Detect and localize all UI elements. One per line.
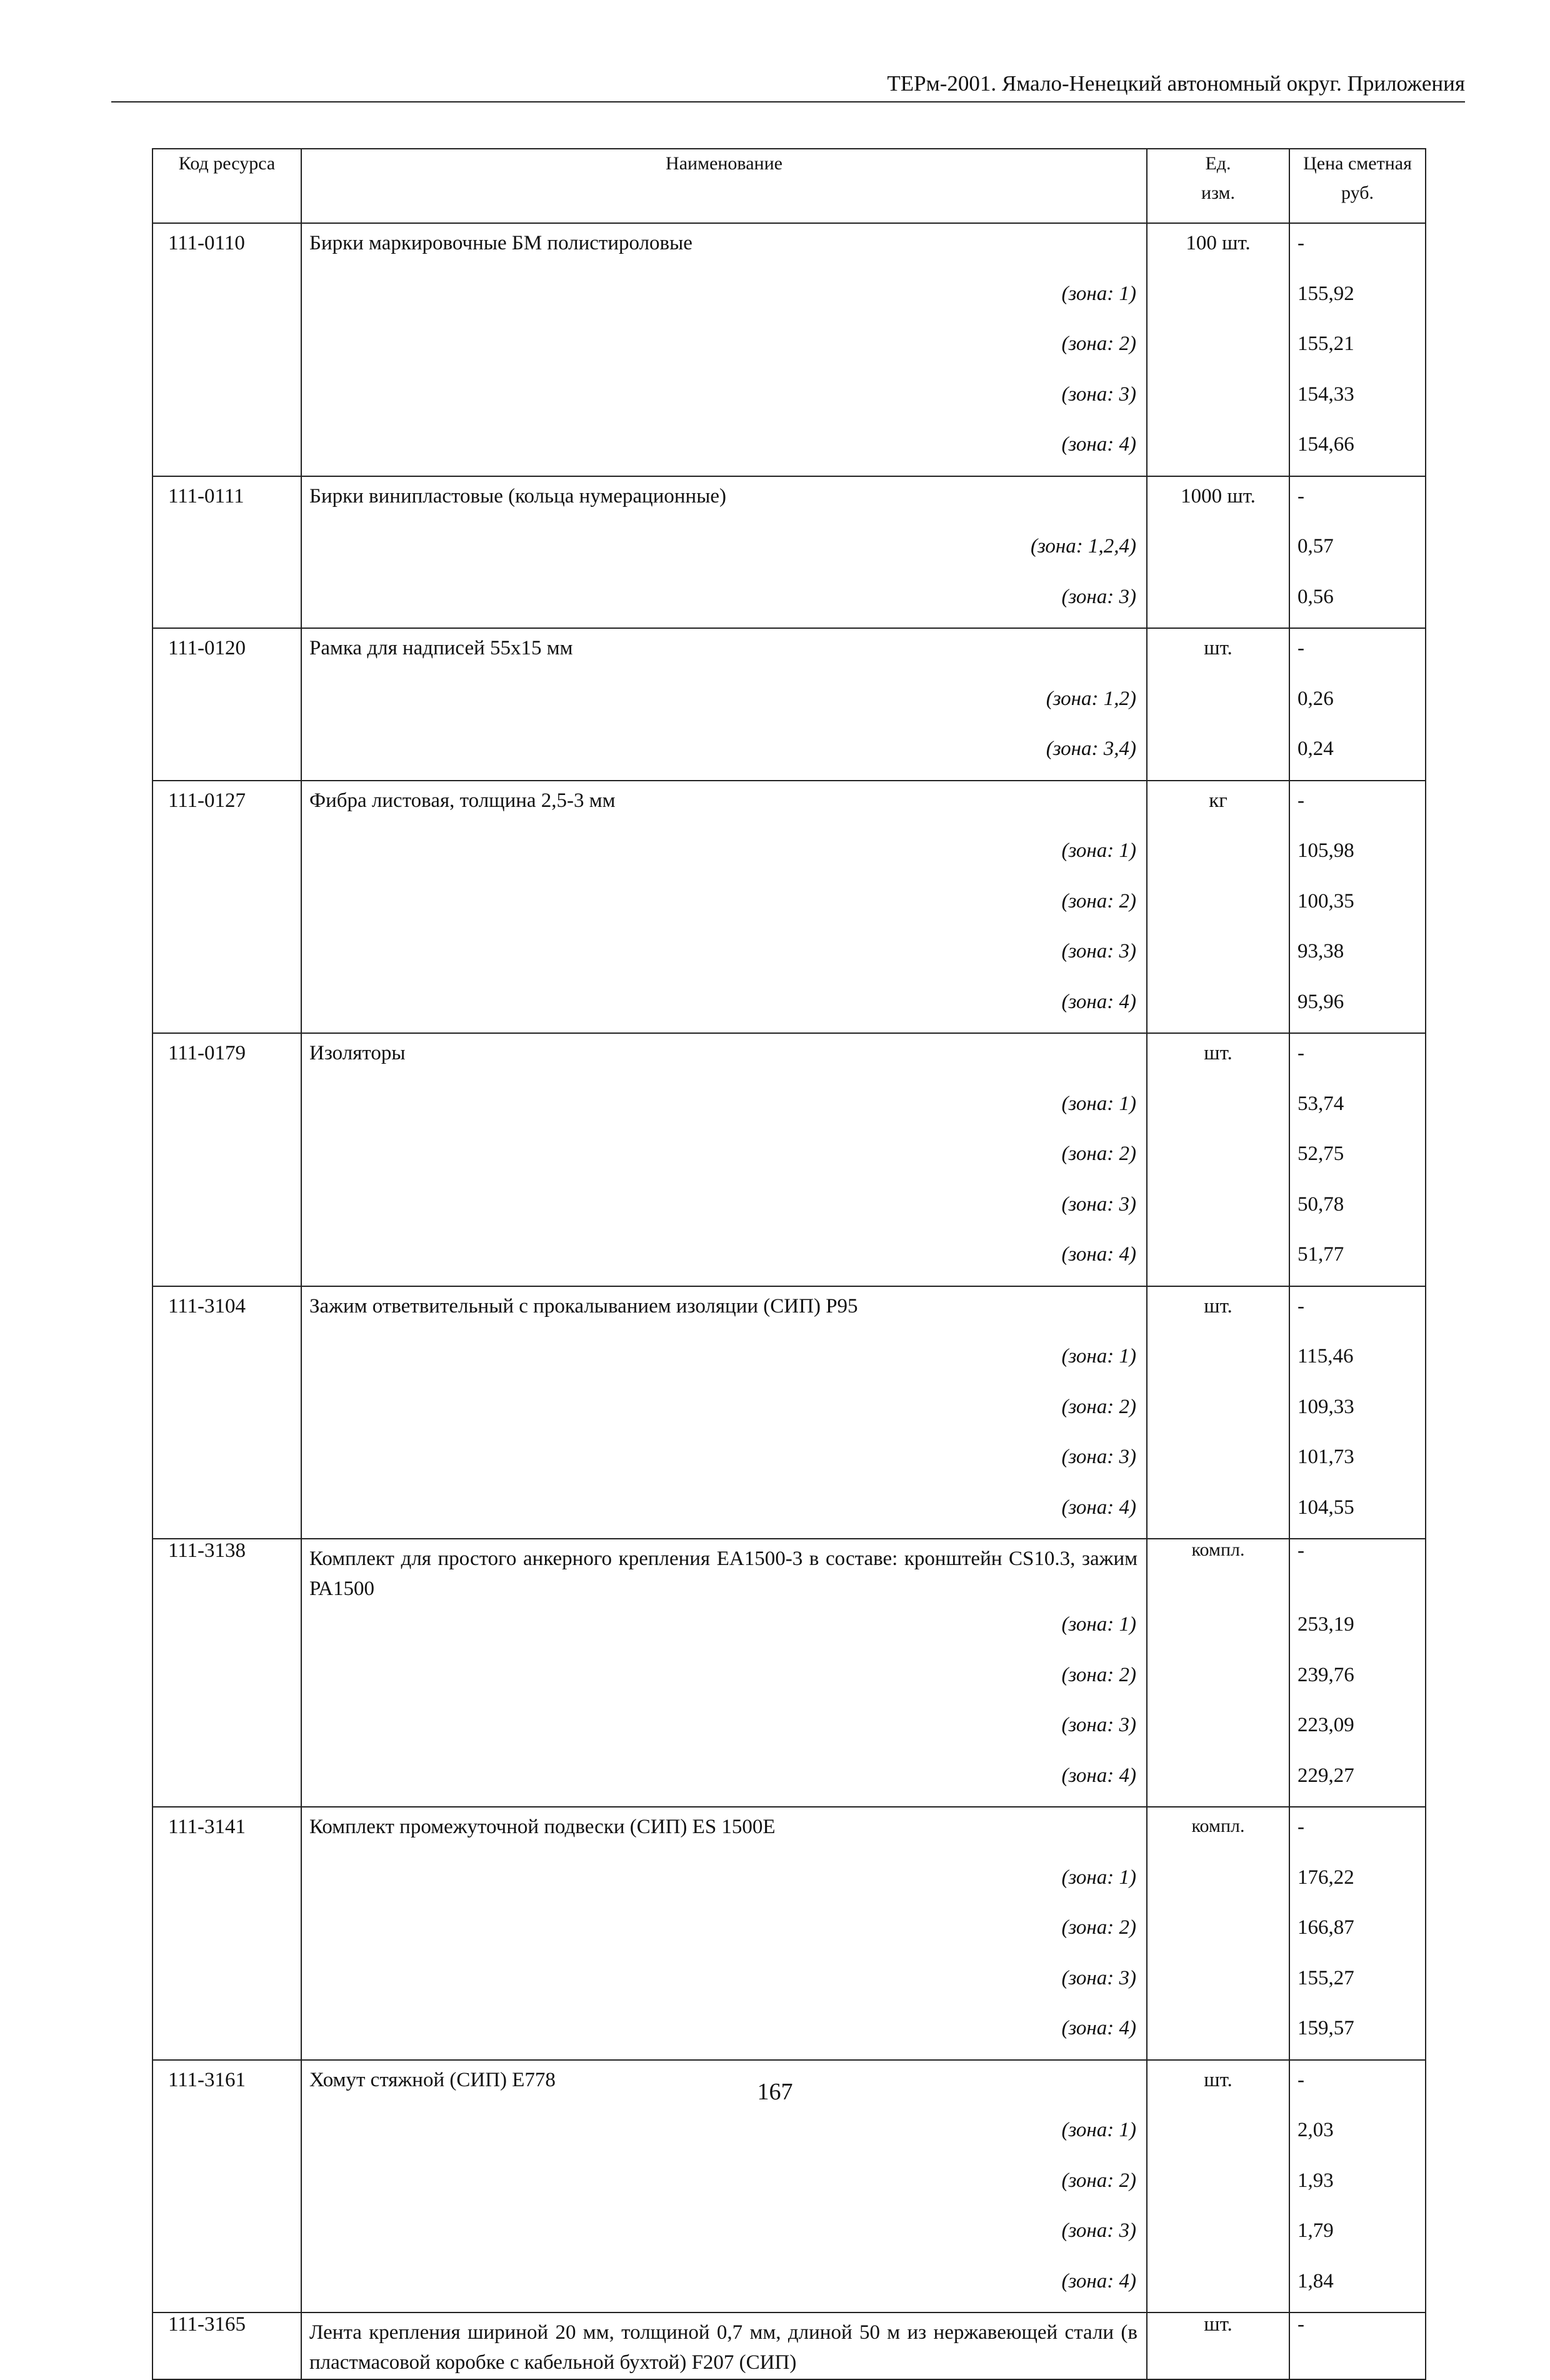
zone-label: (зона: 4) — [301, 2009, 1147, 2060]
table-row — [152, 1807, 1426, 1858]
zone-unit-cell — [1147, 527, 1289, 578]
zone-unit-cell — [1147, 1858, 1289, 1909]
column-header-price — [1289, 149, 1426, 223]
resource-unit: шт. — [1147, 628, 1289, 679]
zone-code-cell — [152, 1959, 301, 2009]
zone-code-cell — [152, 1756, 301, 1808]
zone-row — [152, 1656, 1426, 1706]
zone-price: 155,21 — [1289, 324, 1426, 375]
zone-unit-cell — [1147, 1337, 1289, 1388]
zone-price: 166,87 — [1289, 1908, 1426, 1959]
page-number: 167 — [757, 2079, 793, 2105]
zone-price: 155,27 — [1289, 1959, 1426, 2009]
zone-price: 253,19 — [1289, 1605, 1426, 1656]
zone-code-cell — [152, 1134, 301, 1185]
zone-code-cell — [152, 1656, 301, 1706]
resource-name: Бирки маркировочные БМ полистироловые — [301, 223, 1147, 274]
zone-price: 239,76 — [1289, 1656, 1426, 1706]
resource-name: Комплект промежуточной подвески (СИП) ES 1500E — [301, 1807, 1147, 1858]
zone-code-cell — [152, 324, 301, 375]
resource-name: Зажим ответвительный с прокалыванием изоляции (СИП) Р95 — [301, 1286, 1147, 1338]
zone-row — [152, 1235, 1426, 1286]
zone-row — [152, 1756, 1426, 1808]
zone-price: 0,26 — [1289, 679, 1426, 730]
zone-unit-cell — [1147, 1438, 1289, 1488]
zone-price: 155,92 — [1289, 274, 1426, 325]
zone-row — [152, 324, 1426, 375]
zone-unit-cell — [1147, 2111, 1289, 2161]
table-header — [152, 149, 1426, 223]
zone-row — [152, 1185, 1426, 1236]
zone-price: 229,27 — [1289, 1756, 1426, 1808]
zone-row — [152, 1337, 1426, 1388]
column-header-unit — [1147, 149, 1289, 223]
resource-unit: шт. — [1147, 1033, 1289, 1084]
resource-price: - — [1289, 1286, 1426, 1338]
zone-label: (зона: 3) — [301, 578, 1147, 629]
zone-label: (зона: 3) — [301, 1959, 1147, 2009]
zone-price: 2,03 — [1289, 2111, 1426, 2161]
zone-label: (зона: 1) — [301, 831, 1147, 882]
header-title: ТЕРм-2001. Ямало-Ненецкий автономный округ. Приложения — [887, 71, 1465, 96]
zone-row — [152, 1084, 1426, 1135]
zone-unit-cell — [1147, 2161, 1289, 2212]
zone-label: (зона: 3) — [301, 375, 1147, 426]
zone-price: 50,78 — [1289, 1185, 1426, 1236]
resource-unit: шт. — [1147, 1286, 1289, 1338]
zone-price: 104,55 — [1289, 1488, 1426, 1539]
zone-row — [152, 882, 1426, 932]
zone-unit-cell — [1147, 1959, 1289, 2009]
zone-price: 52,75 — [1289, 1134, 1426, 1185]
zone-code-cell — [152, 2211, 301, 2262]
resource-price: - — [1289, 2060, 1426, 2111]
zone-price: 1,79 — [1289, 2211, 1426, 2262]
zone-price: 100,35 — [1289, 882, 1426, 932]
zone-label: (зона: 2) — [301, 324, 1147, 375]
table-row — [152, 476, 1426, 528]
zone-row — [152, 274, 1426, 325]
zone-label: (зона: 4) — [301, 982, 1147, 1034]
zone-code-cell — [152, 527, 301, 578]
zone-row — [152, 831, 1426, 882]
zone-code-cell — [152, 1488, 301, 1539]
zone-unit-cell — [1147, 982, 1289, 1034]
table-body — [152, 223, 1426, 2379]
resource-price: - — [1289, 781, 1426, 832]
resource-unit: компл. — [1147, 1807, 1289, 1858]
resource-unit: шт. — [1147, 2312, 1289, 2379]
zone-label: (зона: 1) — [301, 274, 1147, 325]
resource-code: 111-3138 — [152, 1539, 301, 1605]
zone-row — [152, 1706, 1426, 1756]
zone-code-cell — [152, 1388, 301, 1438]
zone-row — [152, 1438, 1426, 1488]
zone-unit-cell — [1147, 679, 1289, 730]
page-header — [111, 62, 1465, 102]
zone-row — [152, 2262, 1426, 2313]
zone-row — [152, 1908, 1426, 1959]
zone-unit-cell — [1147, 1388, 1289, 1438]
zone-label: (зона: 1) — [301, 2111, 1147, 2161]
zone-label: (зона: 2) — [301, 1388, 1147, 1438]
zone-unit-cell — [1147, 425, 1289, 476]
zone-code-cell — [152, 932, 301, 982]
zone-code-cell — [152, 831, 301, 882]
zone-label: (зона: 3) — [301, 1438, 1147, 1488]
zone-code-cell — [152, 1337, 301, 1388]
zone-label: (зона: 2) — [301, 1134, 1147, 1185]
zone-label: (зона: 3) — [301, 2211, 1147, 2262]
zone-code-cell — [152, 982, 301, 1034]
zone-row — [152, 578, 1426, 629]
column-header-unit-line1: Ед. — [1205, 153, 1231, 174]
zone-code-cell — [152, 1858, 301, 1909]
zone-price: 101,73 — [1289, 1438, 1426, 1488]
resource-price: - — [1289, 223, 1426, 274]
resource-name: Рамка для надписей 55х15 мм — [301, 628, 1147, 679]
zone-row — [152, 527, 1426, 578]
zone-price: 1,84 — [1289, 2262, 1426, 2313]
zone-label: (зона: 4) — [301, 2262, 1147, 2313]
zone-unit-cell — [1147, 1656, 1289, 1706]
zone-row — [152, 679, 1426, 730]
zone-code-cell — [152, 1185, 301, 1236]
zone-price: 93,38 — [1289, 932, 1426, 982]
zone-row — [152, 982, 1426, 1034]
zone-row — [152, 729, 1426, 781]
resource-price: - — [1289, 2312, 1426, 2379]
zone-code-cell — [152, 2009, 301, 2060]
zone-label: (зона: 4) — [301, 1756, 1147, 1808]
zone-label: (зона: 1) — [301, 1858, 1147, 1909]
zone-row — [152, 1134, 1426, 1185]
column-header-price-line1: Цена сметная — [1303, 153, 1412, 174]
resource-unit: 1000 шт. — [1147, 476, 1289, 528]
resource-code: 111-0110 — [152, 223, 301, 274]
zone-unit-cell — [1147, 831, 1289, 882]
zone-label: (зона: 1,2) — [301, 679, 1147, 730]
column-header-name: Наименование — [301, 149, 1147, 223]
zone-unit-cell — [1147, 932, 1289, 982]
zone-unit-cell — [1147, 2262, 1289, 2313]
resource-price: - — [1289, 1807, 1426, 1858]
resource-code: 111-3161 — [152, 2060, 301, 2111]
column-header-price-line2: руб. — [1341, 182, 1374, 203]
zone-price: 105,98 — [1289, 831, 1426, 882]
zone-code-cell — [152, 1438, 301, 1488]
price-table — [152, 148, 1426, 2380]
zone-price: 51,77 — [1289, 1235, 1426, 1286]
zone-price: 154,33 — [1289, 375, 1426, 426]
zone-code-cell — [152, 882, 301, 932]
zone-unit-cell — [1147, 1488, 1289, 1539]
zone-row — [152, 1959, 1426, 2009]
zone-code-cell — [152, 1084, 301, 1135]
zone-price: 154,66 — [1289, 425, 1426, 476]
zone-unit-cell — [1147, 1084, 1289, 1135]
column-header-code: Код ресурса — [152, 149, 301, 223]
zone-code-cell — [152, 425, 301, 476]
resource-code: 111-3165 — [152, 2312, 301, 2379]
zone-label: (зона: 2) — [301, 882, 1147, 932]
resource-code: 111-0127 — [152, 781, 301, 832]
zone-price: 159,57 — [1289, 2009, 1426, 2060]
zone-row — [152, 1605, 1426, 1656]
resource-name: Комплект для простого анкерного крепления ЕА1500-3 в составе: кронштейн CS10.3, зажим РА1500 — [301, 1539, 1147, 1605]
zone-unit-cell — [1147, 578, 1289, 629]
zone-label: (зона: 3) — [301, 932, 1147, 982]
zone-row — [152, 1488, 1426, 1539]
zone-unit-cell — [1147, 1235, 1289, 1286]
zone-label: (зона: 1,2,4) — [301, 527, 1147, 578]
zone-price: 115,46 — [1289, 1337, 1426, 1388]
table-row — [152, 1033, 1426, 1084]
resource-price: - — [1289, 1033, 1426, 1084]
zone-unit-cell — [1147, 1756, 1289, 1808]
zone-row — [152, 2161, 1426, 2212]
zone-code-cell — [152, 679, 301, 730]
zone-row — [152, 2111, 1426, 2161]
zone-unit-cell — [1147, 324, 1289, 375]
zone-label: (зона: 1) — [301, 1084, 1147, 1135]
zone-label: (зона: 1) — [301, 1337, 1147, 1388]
zone-row — [152, 932, 1426, 982]
zone-code-cell — [152, 2111, 301, 2161]
resource-name: Лента крепления шириной 20 мм, толщиной 0,7 мм, длиной 50 м из нержавеющей стали (в пластмасовой коробке с кабельной бухтой) F207 (СИП) — [301, 2312, 1147, 2379]
zone-price: 223,09 — [1289, 1706, 1426, 1756]
zone-unit-cell — [1147, 1134, 1289, 1185]
resource-name: Фибра листовая, толщина 2,5-3 мм — [301, 781, 1147, 832]
resource-name: Изоляторы — [301, 1033, 1147, 1084]
zone-price: 95,96 — [1289, 982, 1426, 1034]
zone-unit-cell — [1147, 2009, 1289, 2060]
zone-code-cell — [152, 578, 301, 629]
zone-unit-cell — [1147, 1185, 1289, 1236]
resource-price: - — [1289, 476, 1426, 528]
zone-code-cell — [152, 1605, 301, 1656]
resource-code: 111-0111 — [152, 476, 301, 528]
zone-code-cell — [152, 375, 301, 426]
zone-unit-cell — [1147, 1706, 1289, 1756]
zone-unit-cell — [1147, 1908, 1289, 1959]
zone-price: 0,24 — [1289, 729, 1426, 781]
resource-unit: шт. — [1147, 2060, 1289, 2111]
table-row — [152, 628, 1426, 679]
zone-unit-cell — [1147, 375, 1289, 426]
resource-unit: 100 шт. — [1147, 223, 1289, 274]
column-header-unit-line2: изм. — [1201, 182, 1235, 203]
zone-row — [152, 2211, 1426, 2262]
zone-code-cell — [152, 2262, 301, 2313]
zone-price: 53,74 — [1289, 1084, 1426, 1135]
zone-code-cell — [152, 1706, 301, 1756]
resource-code: 111-3104 — [152, 1286, 301, 1338]
zone-row — [152, 375, 1426, 426]
zone-label: (зона: 4) — [301, 1488, 1147, 1539]
zone-label: (зона: 4) — [301, 1235, 1147, 1286]
resource-code: 111-0179 — [152, 1033, 301, 1084]
table-row — [152, 781, 1426, 832]
zone-unit-cell — [1147, 2211, 1289, 2262]
zone-code-cell — [152, 1908, 301, 1959]
zone-label: (зона: 2) — [301, 1656, 1147, 1706]
zone-unit-cell — [1147, 274, 1289, 325]
resource-code: 111-0120 — [152, 628, 301, 679]
resource-price: - — [1289, 628, 1426, 679]
zone-label: (зона: 3) — [301, 1706, 1147, 1756]
table-row — [152, 223, 1426, 274]
resource-code: 111-3141 — [152, 1807, 301, 1858]
zone-label: (зона: 3,4) — [301, 729, 1147, 781]
zone-row — [152, 1858, 1426, 1909]
zone-unit-cell — [1147, 1605, 1289, 1656]
zone-row — [152, 2009, 1426, 2060]
zone-row — [152, 1388, 1426, 1438]
zone-label: (зона: 4) — [301, 425, 1147, 476]
resource-unit: компл. — [1147, 1539, 1289, 1605]
resource-price: - — [1289, 1539, 1426, 1605]
zone-code-cell — [152, 2161, 301, 2212]
zone-label: (зона: 3) — [301, 1185, 1147, 1236]
resource-unit: кг — [1147, 781, 1289, 832]
zone-label: (зона: 1) — [301, 1605, 1147, 1656]
zone-unit-cell — [1147, 882, 1289, 932]
zone-price: 1,93 — [1289, 2161, 1426, 2212]
zone-row — [152, 425, 1426, 476]
zone-label: (зона: 2) — [301, 1908, 1147, 1959]
table-row — [152, 1539, 1426, 1605]
table-row — [152, 2312, 1426, 2379]
zone-code-cell — [152, 274, 301, 325]
zone-price: 0,57 — [1289, 527, 1426, 578]
zone-price: 109,33 — [1289, 1388, 1426, 1438]
zone-unit-cell — [1147, 729, 1289, 781]
zone-code-cell — [152, 1235, 301, 1286]
resource-name: Бирки винипластовые (кольца нумерационные) — [301, 476, 1147, 528]
zone-label: (зона: 2) — [301, 2161, 1147, 2212]
zone-price: 176,22 — [1289, 1858, 1426, 1909]
resource-name: Хомут стяжной (СИП) Е778 — [301, 2060, 1147, 2111]
zone-price: 0,56 — [1289, 578, 1426, 629]
zone-code-cell — [152, 729, 301, 781]
table-row — [152, 1286, 1426, 1338]
